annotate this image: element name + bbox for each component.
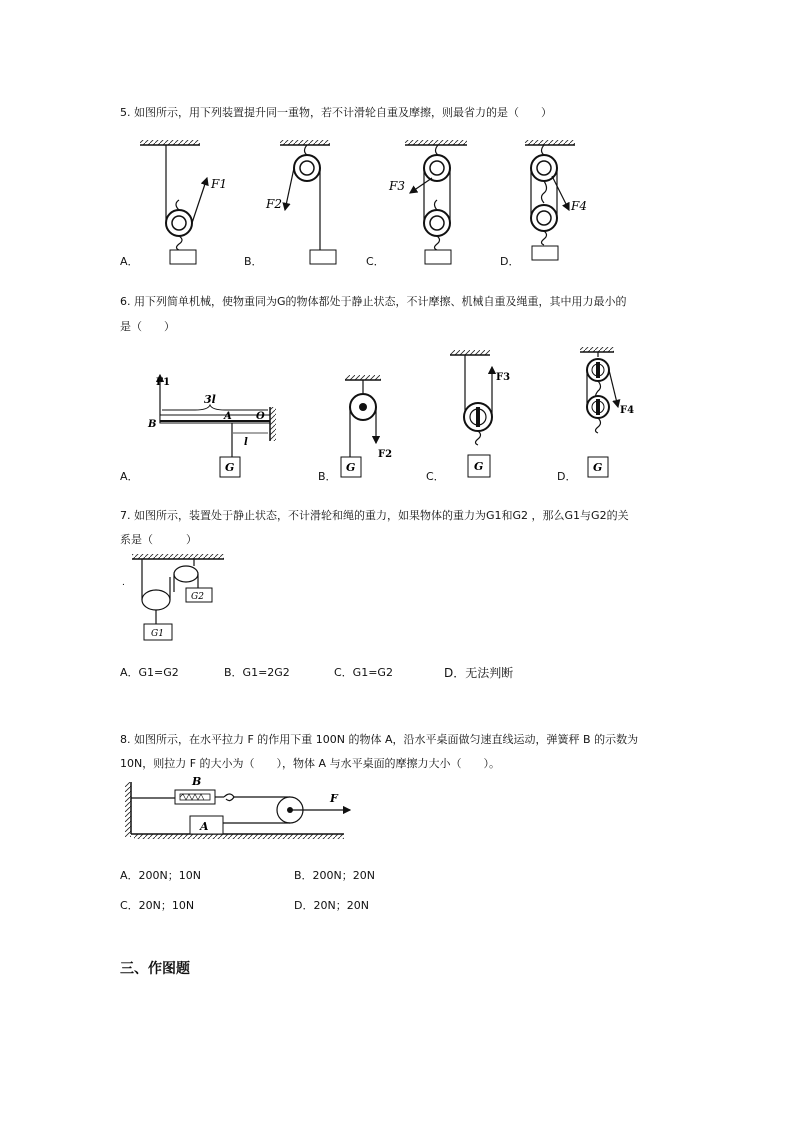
q6-option-d[interactable]: D． [557, 470, 577, 483]
q6-stem-line1: 6. 用下列简单机械，使物重同为G的物体都处于静止状态，不计摩擦、机械自重及绳重，其中用力最小的 [120, 295, 627, 308]
q8-a-label: A [200, 820, 209, 833]
q6-g-c: G [474, 460, 484, 473]
q6-option-c[interactable]: C． [426, 470, 445, 483]
q5-stem: 5. 如图所示，用下列装置提升同一重物，若不计滑轮自重及摩擦，则最省力的是（ ） [120, 106, 552, 119]
q8-figure [120, 772, 360, 842]
q6-o-point: O [256, 411, 265, 422]
q7-g2-label: G2 [191, 592, 204, 602]
q6-f1-label: F1 [156, 377, 171, 388]
q7-stem-line1: 7. 如图所示，装置处于静止状态，不计滑轮和绳的重力，如果物体的重力为G1和G2 ，那么G1与G2的关 [120, 509, 629, 522]
q6-b-point: B [148, 419, 157, 430]
q8-b-label: B [192, 775, 202, 788]
q6-fig-d [580, 347, 634, 477]
q5-fig-b [265, 140, 336, 264]
q5-f2-label: F2 [266, 197, 282, 211]
q8-option-c[interactable]: C．20N；10N [120, 899, 195, 912]
q6-f3-label: F3 [496, 372, 511, 383]
q7-stem-line2: 系是（ ） [120, 533, 197, 546]
q6-len1-label: l [244, 437, 248, 448]
q8-option-b[interactable]: B．200N；20N [294, 869, 375, 882]
q5-f3-label: F3 [389, 179, 405, 193]
q5-f1-label: F1 [211, 177, 227, 191]
q5-option-b[interactable]: B． [244, 255, 263, 268]
q6-f2-label: F2 [378, 449, 393, 460]
q7-figure [120, 552, 230, 647]
q6-fig-c [450, 350, 510, 477]
q6-stem-line2: 是（ ） [120, 320, 175, 333]
q8-option-d[interactable]: D．20N；20N [294, 899, 369, 912]
q6-f4-label: F4 [620, 405, 635, 416]
q8-f-label: F [330, 792, 338, 805]
q6-g-d: G [593, 461, 603, 474]
q5-option-c[interactable]: C． [366, 255, 385, 268]
q8-option-a[interactable]: A．200N；10N [120, 869, 201, 882]
q6-fig-b [341, 375, 392, 477]
q5-fig-a [140, 140, 227, 264]
q6-fig-a [147, 375, 276, 477]
svg-text:.: . [122, 578, 125, 588]
q6-a-point: A [224, 411, 232, 422]
q5-f4-label: F4 [571, 199, 587, 213]
q5-fig-c [388, 140, 467, 264]
q6-option-a[interactable]: A． [120, 470, 139, 483]
q5-fig-d [525, 140, 587, 260]
q6-figures [140, 345, 640, 480]
q5-figures [135, 138, 605, 270]
q7-option-c[interactable]: C．G1=G2 [334, 666, 393, 679]
q8-stem-line2: 10N，则拉力 F 的大小为（ ），物体 A 与水平桌面的摩擦力大小（ ）。 [120, 757, 501, 770]
q7-g1-label: G1 [151, 629, 164, 639]
q6-g-b: G [346, 461, 356, 474]
q6-len3-label: 3l [204, 393, 216, 406]
q7-option-a[interactable]: A．G1=G2 [120, 666, 179, 679]
section-title: 三、作图题 [120, 961, 190, 977]
q7-option-b[interactable]: B．G1=2G2 [224, 666, 290, 679]
q7-option-d[interactable]: D．无法判断 [444, 666, 514, 680]
q8-stem-line1: 8. 如图所示，在水平拉力 F 的作用下重 100N 的物体 A，沿水平桌面做匀速直线运动，弹簧秤 B 的示数为 [120, 733, 639, 746]
q5-option-a[interactable]: A． [120, 255, 139, 268]
q6-g-a: G [225, 461, 235, 474]
q6-option-b[interactable]: B． [318, 470, 337, 483]
q5-option-d[interactable]: D． [500, 255, 520, 268]
